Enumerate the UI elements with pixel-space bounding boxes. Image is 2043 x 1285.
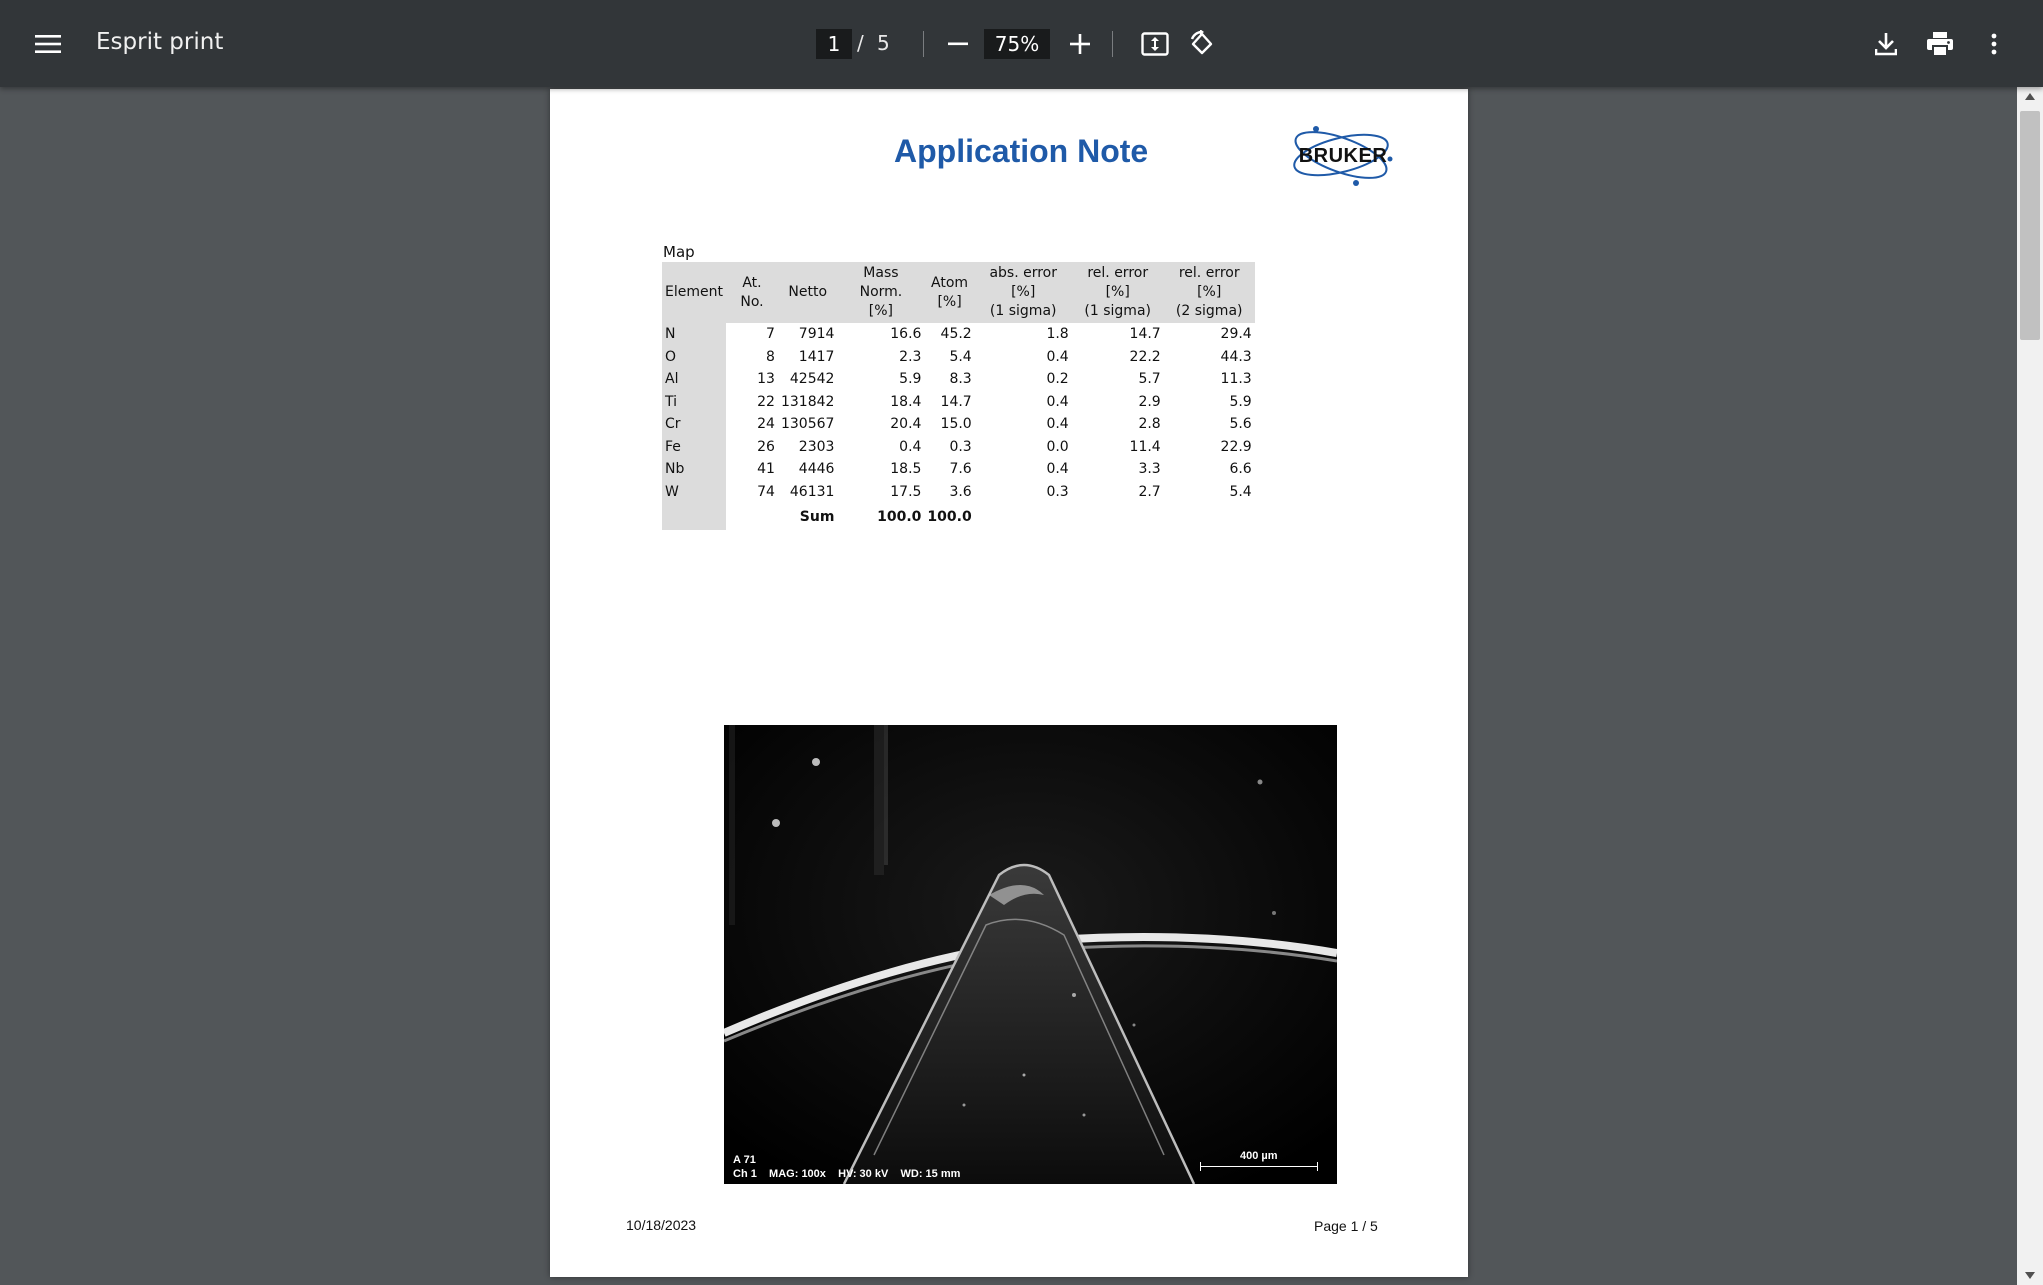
sum-cell bbox=[726, 503, 778, 530]
table-cell: 46131 bbox=[789, 483, 835, 500]
table-cell: 11.4 bbox=[1129, 438, 1161, 455]
column-header-text: rel. error [%] bbox=[1087, 265, 1149, 300]
table-cell: 20.4 bbox=[890, 416, 922, 433]
sem-scale-bar bbox=[1200, 1166, 1318, 1167]
table-header-row bbox=[662, 262, 1255, 323]
sum-cell bbox=[975, 503, 1072, 530]
fit-to-page-icon bbox=[1141, 32, 1169, 56]
table-cell: 130567 bbox=[780, 416, 835, 433]
column-header-text: At. No. bbox=[740, 274, 764, 310]
column-header-text: Mass Norm. bbox=[859, 265, 903, 300]
column-header-text: Netto bbox=[788, 284, 828, 300]
pdf-page bbox=[550, 89, 1468, 1277]
sem-info-line2: Ch 1 MAG: 100x HV: 30 kV WD: 15 mm bbox=[733, 1168, 961, 1180]
rotate-button[interactable] bbox=[1182, 24, 1222, 64]
zoom-in-button[interactable] bbox=[1060, 24, 1100, 64]
table-cell: 0.3 bbox=[949, 438, 972, 455]
sum-cell: 100.0 bbox=[927, 508, 972, 525]
table-cell: 16.6 bbox=[890, 326, 922, 343]
table-cell: 22 bbox=[757, 393, 775, 410]
column-header bbox=[1164, 262, 1255, 323]
table-cell: W bbox=[662, 481, 726, 504]
more-actions-button[interactable] bbox=[1974, 24, 2014, 64]
print-button[interactable] bbox=[1920, 24, 1960, 64]
rotate-counterclockwise-icon bbox=[1188, 30, 1216, 58]
table-cell: 8.3 bbox=[949, 371, 972, 388]
sum-cell bbox=[1164, 503, 1255, 530]
hamburger-menu-icon[interactable] bbox=[28, 24, 68, 64]
total-pages: 5 bbox=[877, 31, 890, 55]
sem-scale-label: 400 µm bbox=[1240, 1150, 1278, 1162]
table-cell: 6.6 bbox=[1229, 461, 1252, 478]
table-cell: 22.2 bbox=[1129, 348, 1161, 365]
sem-image-drawing bbox=[724, 725, 1337, 1184]
table-cell: N bbox=[662, 323, 726, 346]
sum-cell bbox=[1072, 503, 1164, 530]
table-cell: Fe bbox=[662, 436, 726, 459]
table-cell: 24 bbox=[757, 416, 775, 433]
table-cell: 5.7 bbox=[1138, 371, 1161, 388]
logo-wordmark: BRUKER bbox=[1298, 145, 1388, 167]
scroll-down-arrow-icon[interactable] bbox=[2025, 1272, 2035, 1279]
column-header-text: (2 sigma) bbox=[1175, 303, 1243, 319]
table-cell: 3.6 bbox=[949, 483, 972, 500]
toolbar-divider bbox=[1112, 31, 1113, 57]
table-cell: 2303 bbox=[798, 438, 835, 455]
table-cell: 22.9 bbox=[1220, 438, 1252, 455]
table-cell: 41 bbox=[757, 461, 775, 478]
column-header-text: Element bbox=[665, 284, 723, 300]
table-cell: 8 bbox=[766, 348, 775, 365]
footer-page-number: Page 1 / 5 bbox=[1314, 1218, 1378, 1234]
sum-cell bbox=[662, 503, 726, 530]
table-cell: 0.3 bbox=[1046, 483, 1069, 500]
toolbar-divider bbox=[923, 31, 924, 57]
table-cell: 18.5 bbox=[890, 461, 922, 478]
table-cell: 11.3 bbox=[1220, 371, 1252, 388]
page-number-input[interactable]: 1 bbox=[816, 29, 852, 59]
table-row bbox=[662, 413, 1255, 436]
page-separator: / bbox=[857, 31, 864, 55]
table-cell: Cr bbox=[662, 413, 726, 436]
document-title: Esprit print bbox=[96, 29, 224, 55]
table-cell: 0.4 bbox=[1046, 348, 1069, 365]
column-header bbox=[662, 262, 726, 323]
table-cell: O bbox=[662, 346, 726, 369]
scroll-up-arrow-icon[interactable] bbox=[2025, 93, 2035, 100]
table-cell: 0.0 bbox=[1046, 438, 1069, 455]
table-cell: 14.7 bbox=[940, 393, 972, 410]
element-quantification-table bbox=[662, 262, 1255, 530]
table-cell: 5.9 bbox=[899, 371, 922, 388]
table-row bbox=[662, 458, 1255, 481]
table-cell: 44.3 bbox=[1220, 348, 1252, 365]
vertical-scrollbar[interactable] bbox=[2017, 87, 2043, 1285]
minus-icon bbox=[948, 42, 968, 46]
table-cell: 2.7 bbox=[1138, 483, 1161, 500]
table-cell: 18.4 bbox=[890, 393, 922, 410]
table-cell: Ti bbox=[662, 391, 726, 414]
table-cell: 42542 bbox=[789, 371, 835, 388]
bruker-logo bbox=[1283, 125, 1403, 189]
pdf-toolbar bbox=[0, 0, 2043, 87]
table-cell: 0.4 bbox=[1046, 461, 1069, 478]
table-cell: 3.3 bbox=[1138, 461, 1161, 478]
column-header bbox=[924, 262, 974, 323]
table-cell: 5.4 bbox=[1229, 483, 1252, 500]
table-cell: 5.6 bbox=[1229, 416, 1252, 433]
column-header-text: abs. error [%] bbox=[989, 265, 1057, 300]
scroll-thumb[interactable] bbox=[2020, 111, 2040, 340]
sum-row bbox=[662, 503, 1255, 530]
table-cell: 29.4 bbox=[1220, 326, 1252, 343]
table-cell: 26 bbox=[757, 438, 775, 455]
table-cell: 7914 bbox=[798, 326, 835, 343]
column-header bbox=[837, 262, 924, 323]
sem-info-line1: A 71 bbox=[733, 1154, 756, 1166]
column-header bbox=[726, 262, 778, 323]
table-cell: Al bbox=[662, 368, 726, 391]
table-cell: 2.8 bbox=[1138, 416, 1161, 433]
table-cell: 1417 bbox=[798, 348, 835, 365]
table-cell: 17.5 bbox=[890, 483, 922, 500]
table-cell: 2.3 bbox=[899, 348, 922, 365]
fit-to-page-button[interactable] bbox=[1135, 24, 1175, 64]
zoom-out-button[interactable] bbox=[938, 24, 978, 64]
table-row bbox=[662, 368, 1255, 391]
column-header bbox=[778, 262, 837, 323]
sum-cell: 100.0 bbox=[877, 508, 922, 525]
table-row bbox=[662, 436, 1255, 459]
column-header-text: rel. error [%] bbox=[1178, 265, 1240, 300]
table-cell: 0.4 bbox=[1046, 416, 1069, 433]
table-row bbox=[662, 391, 1255, 414]
table-cell: 45.2 bbox=[940, 326, 972, 343]
table-cell: 15.0 bbox=[940, 416, 972, 433]
sem-micrograph bbox=[724, 725, 1337, 1184]
column-header bbox=[975, 262, 1072, 323]
table-cell: 7.6 bbox=[949, 461, 972, 478]
table-cell: 74 bbox=[757, 483, 775, 500]
table-cell: 4446 bbox=[798, 461, 835, 478]
table-cell: Nb bbox=[662, 458, 726, 481]
table-cell: 1.8 bbox=[1046, 326, 1069, 343]
column-header bbox=[1072, 262, 1164, 323]
printer-icon bbox=[1926, 31, 1954, 57]
table-row bbox=[662, 323, 1255, 346]
column-header-text: (1 sigma) bbox=[1084, 303, 1151, 319]
table-cell: 5.9 bbox=[1229, 393, 1252, 410]
table-row bbox=[662, 481, 1255, 504]
table-cell: 0.4 bbox=[899, 438, 922, 455]
column-header-text: Atom bbox=[931, 274, 969, 291]
table-cell: 131842 bbox=[780, 393, 835, 410]
sum-cell: Sum bbox=[799, 508, 835, 525]
download-icon bbox=[1875, 32, 1897, 56]
zoom-level-input[interactable]: 75% bbox=[984, 29, 1050, 59]
column-header-text: [%] bbox=[937, 293, 962, 310]
table-cell: 2.9 bbox=[1138, 393, 1161, 410]
table-cell: 7 bbox=[766, 326, 775, 343]
column-header-text: (1 sigma) bbox=[989, 303, 1057, 319]
table-cell: 0.4 bbox=[1046, 393, 1069, 410]
download-button[interactable] bbox=[1866, 24, 1906, 64]
footer-date: 10/18/2023 bbox=[626, 1217, 697, 1233]
plus-icon bbox=[1070, 34, 1090, 54]
table-cell: 13 bbox=[757, 371, 775, 388]
map-label: Map bbox=[663, 243, 695, 261]
more-vertical-icon bbox=[1991, 33, 1997, 55]
table-row bbox=[662, 346, 1255, 369]
document-heading: Application Note bbox=[894, 133, 1149, 169]
table-cell: 0.2 bbox=[1046, 371, 1069, 388]
table-cell: 5.4 bbox=[949, 348, 972, 365]
column-header-text: [%] bbox=[868, 303, 894, 319]
sem-info-text bbox=[733, 1153, 960, 1181]
table-cell: 14.7 bbox=[1129, 326, 1161, 343]
